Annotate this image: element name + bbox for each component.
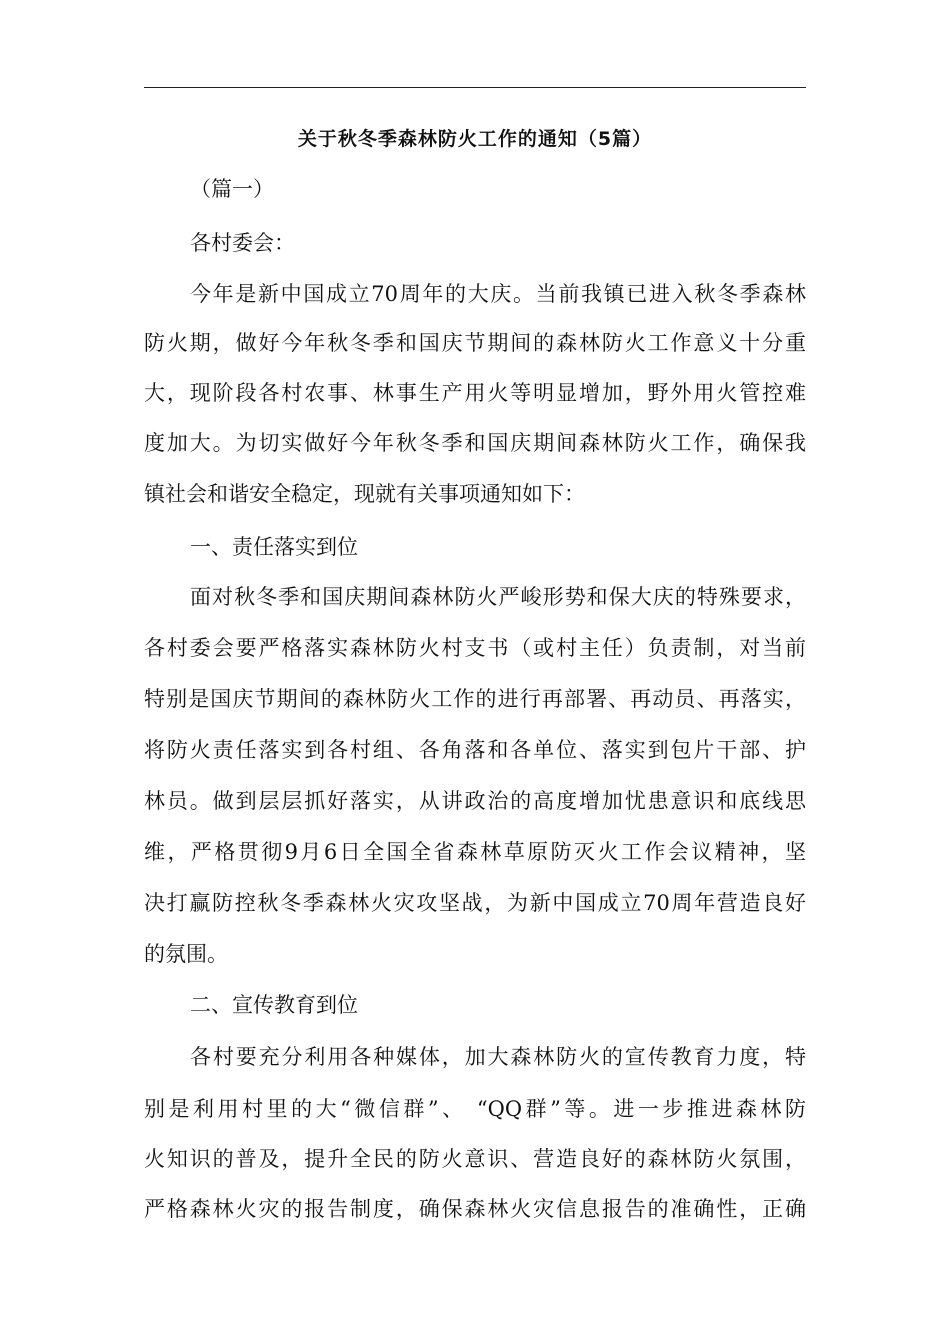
- paragraph-2-line: 面对秋冬季和国庆期间森林防火严峻形势和保大庆的特殊要求，: [190, 585, 806, 609]
- paragraph-2-line: 特别是国庆节期间的森林防火工作的进行再部署、再动员、再落实，: [144, 687, 806, 711]
- paragraph-1-line: 大，现阶段各村农事、林事生产用火等明显增加，野外用火管控难: [144, 381, 806, 405]
- section-heading-2: 二、宣传教育到位: [190, 993, 358, 1017]
- paragraph-1-line: 今年是新中国成立70周年的大庆。当前我镇已进入秋冬季森林: [190, 282, 806, 306]
- paragraph-1-line: 度加大。为切实做好今年秋冬季和国庆期间森林防火工作，确保我: [144, 431, 806, 455]
- paragraph-2-line: 的氛围。: [144, 942, 228, 966]
- part-label: （篇一）: [190, 177, 274, 201]
- paragraph-3-line: 各村要充分利用各种媒体，加大森林防火的宣传教育力度，特: [190, 1045, 806, 1069]
- salutation: 各村委会：: [190, 231, 295, 255]
- paragraph-2-line: 将防火责任落实到各村组、各角落和各单位、落实到包片干部、护: [144, 738, 806, 762]
- section-heading-1: 一、责任落实到位: [190, 535, 358, 559]
- paragraph-2-line: 各村委会要严格落实森林防火村支书（或村主任）负责制，对当前: [144, 636, 806, 660]
- document-title: 关于秋冬季森林防火工作的通知（5篇）: [297, 128, 653, 150]
- paragraph-2-line: 维，严格贯彻9月6日全国全省森林草原防灭火工作会议精神，坚: [144, 840, 806, 864]
- paragraph-3-line: 严格森林火灾的报告制度，确保森林火灾信息报告的准确性，正确: [144, 1197, 806, 1221]
- paragraph-1-line: 镇社会和谐安全稳定，现就有关事项通知如下：: [144, 482, 585, 506]
- paragraph-3-line: 火知识的普及，提升全民的防火意识、营造良好的森林防火氛围，: [144, 1147, 806, 1171]
- header-rule: [144, 87, 806, 88]
- paragraph-1-line: 防火期，做好今年秋冬季和国庆节期间的森林防火工作意义十分重: [144, 331, 806, 355]
- paragraph-2-line: 林员。做到层层抓好落实，从讲政治的高度增加忧患意识和底线思: [144, 789, 806, 813]
- paragraph-3-line: 别是利用村里的大“微信群”、 “QQ群”等。进一步推进森林防: [144, 1097, 806, 1121]
- paragraph-2-line: 决打赢防控秋冬季森林火灾攻坚战，为新中国成立70周年营造良好: [144, 891, 806, 915]
